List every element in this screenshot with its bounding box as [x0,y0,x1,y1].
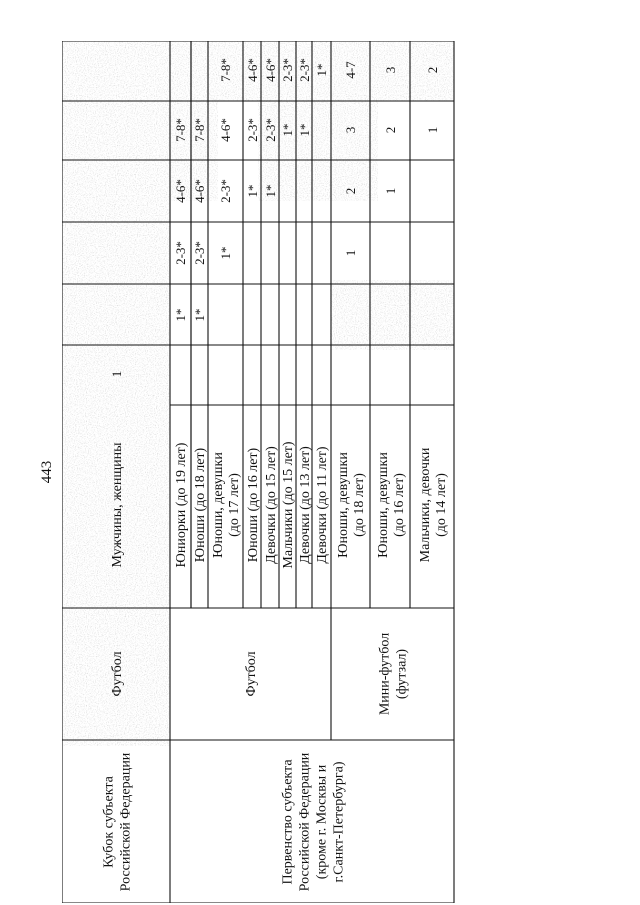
grade-10-4 [425,67,440,74]
cup-grade-1 [109,371,124,378]
minifootball-label [378,633,410,715]
rotated-table [62,41,455,903]
group-label-2 [211,452,242,558]
group-label-3 [246,447,261,562]
championship-label-line: г.Санкт-Петербурга) [331,761,347,883]
group-label-4-line: Девочки (до 15 лет) [264,446,279,564]
grade-1-2-line: 4-6* [192,179,207,203]
championship-label-line: Первенство субъекта [280,759,296,885]
table-svg [62,41,455,903]
grade-1-2 [192,179,207,203]
grade-0-1 [173,241,188,265]
grade-8-1 [343,250,358,257]
grade-1-0-line: 1* [192,308,207,322]
group-label-0-line: Юниорки (до 19 лет) [174,442,189,568]
shaded-region [62,41,454,746]
minifootball-label-line: Мини-футбол [377,632,393,716]
grade-1-0 [192,309,207,322]
cup-discipline-label-line: Футбол [110,651,125,697]
minifootball-label-line: (футзал) [394,648,410,700]
grade-0-3-line: 7-8* [173,118,188,142]
grade-4-4 [263,58,278,82]
grade-4-4-line: 4-6* [263,58,278,82]
grade-1-1-line: 2-3* [192,241,207,265]
group-label-7 [315,446,330,564]
group-label-4 [264,446,279,564]
shaded-cell-low [330,280,454,350]
grade-0-1-line: 2-3* [173,241,188,265]
cup-competition-label-line: Кубок субъекта [101,776,117,868]
page-number: 443 [39,460,55,484]
championship-label-line: (кроме г. Москвы и [314,764,330,880]
grade-0-0 [173,309,188,322]
grade-9-4 [383,67,398,74]
group-label-9-line: (до 16 лет) [392,473,407,537]
grade-1-3-line: 7-8* [192,118,207,142]
grade-2-4-line: 7-8* [218,58,233,82]
group-label-6-line: Девочки (до 13 лет) [298,446,313,564]
grade-6-3-line: 1* [297,123,312,137]
grade-2-4 [218,58,233,82]
group-label-10-line: (до 14 лет) [434,473,449,537]
group-label-5-line: Мальчики (до 15 лет) [281,441,296,569]
grade-2-3-line: 4-6* [218,118,233,142]
grade-6-4-line: 2-3* [297,58,312,82]
grade-3-4-line: 4-6* [245,58,260,82]
grade-4-3-line: 2-3* [263,118,278,142]
group-label-8-line: Юноши, девушки [336,452,351,558]
group-label-8 [336,452,367,558]
cup-competition-label-line: Российской Федерации [118,752,134,892]
grade-10-4-line: 2 [425,66,440,74]
cup-group-label-line: Мужчины, женщины [110,442,125,568]
grade-0-2-line: 4-6* [173,179,188,203]
grade-9-3 [383,127,398,134]
group-label-1 [193,447,208,562]
grade-3-3-line: 2-3* [245,118,260,142]
cup-discipline-label [110,651,125,696]
championship-label [281,752,347,891]
grade-2-3 [218,118,233,142]
grade-8-1-line: 1 [343,249,358,257]
grade-3-2 [245,185,260,198]
grade-5-3 [280,124,295,137]
grade-9-4-line: 3 [383,66,398,74]
championship-label-line: Российской Федерации [297,752,313,892]
grade-8-2-line: 2 [343,187,358,195]
group-label-2-line: (до 17 лет) [227,473,242,537]
group-label-7-line: Девочки (до 11 лет) [315,446,330,564]
grade-8-4 [343,61,358,79]
cup-group-label [110,442,125,568]
group-label-3-line: Юноши (до 16 лет) [246,447,261,563]
group-label-10-line: Мальчики, девочки [418,447,433,563]
grade-8-2 [343,188,358,195]
cup-competition-label [102,752,134,891]
grade-5-4-line: 2-3* [280,58,295,82]
group-label-0 [174,442,189,567]
group-label-6 [298,446,313,564]
grade-10-3 [425,127,440,134]
grade-2-1 [218,247,233,260]
grade-9-3-line: 2 [383,126,398,134]
football-label [244,651,259,696]
grade-3-2-line: 1* [245,184,260,198]
group-label-1-line: Юноши (до 18 лет) [193,447,208,563]
grade-0-0-line: 1* [173,308,188,322]
grade-5-4 [280,58,295,82]
grade-8-3 [343,127,358,134]
grade-2-1-line: 1* [218,246,233,260]
grade-4-2 [263,185,278,198]
cup-grade-1-line: 1 [109,370,124,378]
grade-10-3-line: 1 [425,126,440,134]
football-label-line: Футбол [244,651,259,697]
group-label-5 [281,441,296,569]
grade-4-3 [263,118,278,142]
group-label-2-line: Юноши, девушки [211,452,226,558]
grade-3-3 [245,118,260,142]
grade-0-2 [173,179,188,203]
group-label-9-line: Юноши, девушки [376,452,391,558]
grade-9-2-line: 1 [383,187,398,195]
grade-8-3-line: 3 [343,126,358,134]
grade-8-4-line: 4-7 [343,61,358,79]
grade-6-3 [297,124,312,137]
grade-5-3-line: 1* [280,123,295,137]
grade-3-4 [245,58,260,82]
grade-2-2-line: 2-3* [218,179,233,203]
grade-9-2 [383,188,398,195]
grade-6-4 [297,58,312,82]
group-label-9 [376,452,407,558]
shaded-grade-band [62,101,170,746]
grade-1-3 [192,118,207,142]
grade-7-4-line: 1* [314,63,329,77]
grade-1-1 [192,241,207,265]
grade-7-4 [314,64,329,77]
grade-2-2 [218,179,233,203]
group-label-10 [418,447,449,562]
group-label-8-line: (до 18 лет) [352,473,367,537]
grade-0-3 [173,118,188,142]
grade-4-2-line: 1* [263,184,278,198]
